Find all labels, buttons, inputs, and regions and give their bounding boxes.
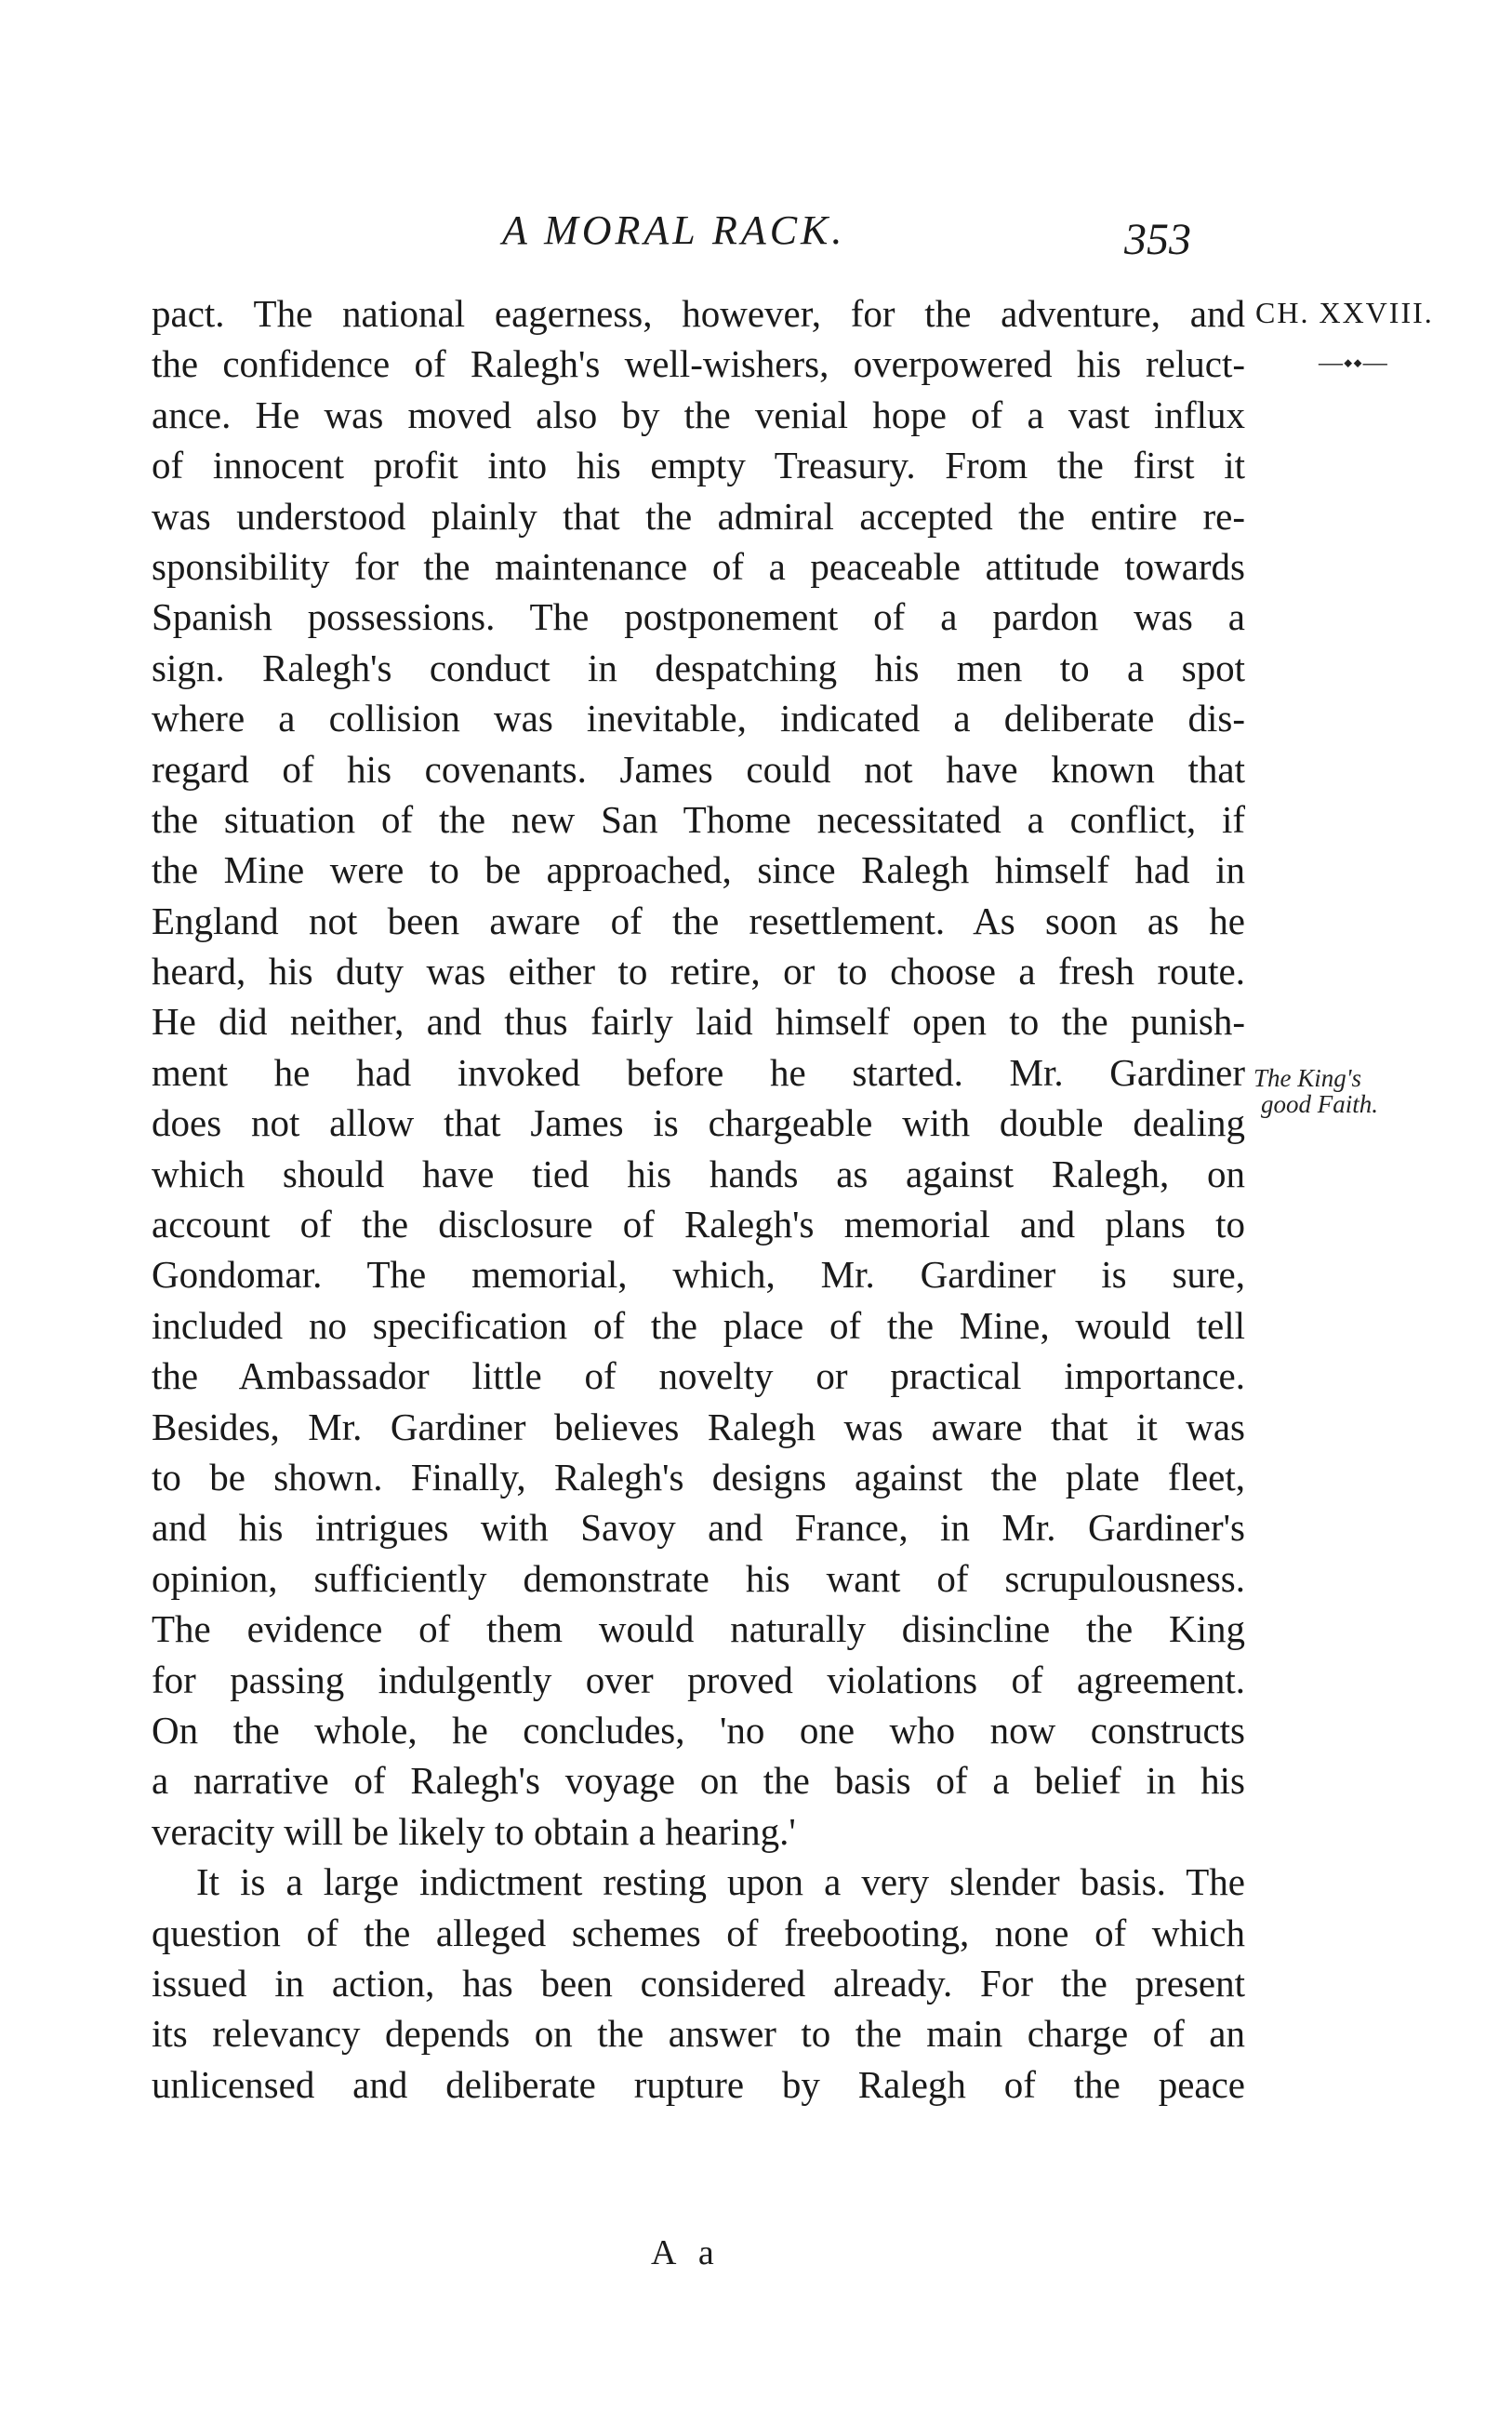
text-line: Gondomar. The memorial, which, Mr. Gardiner is sure,: [152, 1253, 1245, 1297]
text-line: unlicensed and deliberate rupture by Ralegh of the peace: [152, 2062, 1245, 2106]
text-line: opinion, sufficiently demonstrate his want of scrupulousness.: [152, 1556, 1245, 1600]
text-line: pact. The national eagerness, however, for the adventure, and: [152, 292, 1245, 335]
text-line: ance. He was moved also by the venial hope of a vast influx: [152, 393, 1245, 436]
margin-note-line: The King's: [1253, 1064, 1362, 1092]
signature-mark: A a: [651, 2233, 722, 2272]
page-number: 353: [1124, 215, 1191, 264]
text-line: The evidence of them would naturally disincline the King: [152, 1607, 1245, 1651]
text-line: does not allow that James is chargeable with double dealing: [152, 1101, 1245, 1145]
text-line: the Mine were to be approached, since Ralegh himself had in: [152, 848, 1245, 892]
text-line: issued in action, has been considered already. For the present: [152, 1961, 1245, 2005]
text-line: It is a large indictment resting upon a very slender basis. The: [196, 1860, 1245, 1904]
text-line: heard, his duty was either to retire, or to choose a fresh route.: [152, 950, 1245, 993]
text-line: sponsibility for the maintenance of a peaceable attitude towards: [152, 544, 1245, 588]
running-title: A MORAL RACK.: [502, 207, 846, 253]
text-line: for passing indulgently over proved violations of agreement.: [152, 1658, 1245, 1701]
text-line: the confidence of Ralegh's well-wishers, overpowered his reluct-: [152, 342, 1245, 386]
page-header: [0, 203, 1512, 264]
text-line: regard of his covenants. James could not have known that: [152, 747, 1245, 791]
body-text: [152, 288, 1245, 2110]
margin-ornament: —⬩⬩—: [1319, 349, 1388, 376]
margin-note: [1253, 1065, 1378, 1117]
text-line: was understood plainly that the admiral accepted the entire re-: [152, 494, 1245, 538]
text-line: ment he had invoked before he started. Mr. Gardiner: [152, 1050, 1245, 1094]
text-line: the situation of the new San Thome necessitated a conflict, if: [152, 797, 1245, 841]
text-line: Besides, Mr. Gardiner believes Ralegh was aware that it was: [152, 1405, 1245, 1448]
text-line: of innocent profit into his empty Treasury. From the first it: [152, 444, 1245, 487]
text-line: a narrative of Ralegh's voyage on the basis of a belief in his: [152, 1759, 1245, 1803]
margin-chapter-label: CH. XXVIII.: [1255, 296, 1434, 329]
text-line: and his intrigues with Savoy and France, in Mr. Gardiner's: [152, 1506, 1245, 1550]
text-line: which should have tied his hands as against Ralegh, on: [152, 1152, 1245, 1195]
text-line: question of the alleged schemes of freebooting, none of which: [152, 1911, 1245, 1954]
text-line: sign. Ralegh's conduct in despatching his men to a spot: [152, 646, 1245, 689]
text-line: where a collision was inevitable, indicated a deliberate dis-: [152, 697, 1245, 740]
text-line: its relevancy depends on the answer to the main charge of an: [152, 2012, 1245, 2056]
text-line: Spanish possessions. The postponement of a pardon was a: [152, 595, 1245, 639]
text-line: On the whole, he concludes, 'no one who now constructs: [152, 1708, 1245, 1752]
margin-note-line: good Faith.: [1261, 1090, 1378, 1118]
text-line: included no specification of the place of the Mine, would tell: [152, 1303, 1245, 1347]
text-line: account of the disclosure of Ralegh's memorial and plans to: [152, 1203, 1245, 1246]
text-line: veracity will be likely to obtain a hearing.': [152, 1809, 796, 1853]
text-line: to be shown. Finally, Ralegh's designs against the plate fleet,: [152, 1455, 1245, 1499]
text-line: the Ambassador little of novelty or practical importance.: [152, 1354, 1245, 1398]
text-line: England not been aware of the resettlement. As soon as he: [152, 899, 1245, 942]
text-line: He did neither, and thus fairly laid himself open to the punish-: [152, 1000, 1245, 1044]
